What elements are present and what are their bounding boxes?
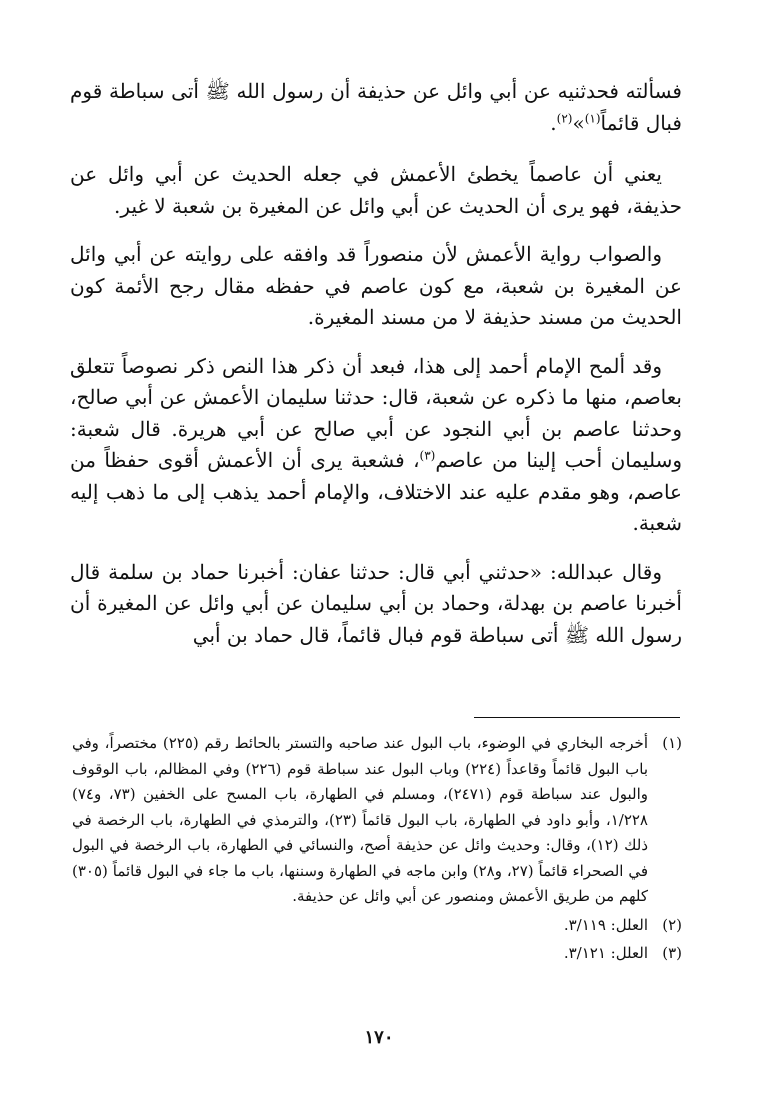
footnote-number: (٢) (662, 915, 682, 934)
paragraph-4 (70, 351, 682, 540)
paragraph-5 (70, 557, 682, 652)
footnote-2 (72, 913, 682, 939)
footnote-3 (72, 941, 682, 967)
page-number: ١٧٠ (364, 1027, 394, 1048)
paragraph-1-text: فسألته فحدثنيه عن أبي وائل عن حذيفة أن رسول الله ﷺ أتى سباطة قوم فبال قائماً (70, 79, 682, 135)
paragraph-4-text-b: ، فشعبة يرى أن الأعمش أقوى حفظاً من عاصم، وهو مقدم عليه عند الاختلاف، والإمام أحمد يذهب إلى ما ذهب إليه شعبة. (70, 448, 682, 535)
paragraph-2 (70, 159, 682, 222)
footnote-ref-3[interactable]: (٣) (419, 448, 436, 463)
footnote-text: العلل: ٣/١٢١. (563, 944, 648, 962)
footnote-text: العلل: ٣/١١٩. (563, 915, 648, 934)
footnotes (72, 731, 682, 970)
paragraph-3-text: والصواب رواية الأعمش لأن منصوراً قد وافقه على روايته عن أبي وائل عن المغيرة بن شعبة، مع كون عاصم في حفظه مقال رجح الأئمة كون الحديث من مسند حذيفة لا من مسند المغيرة. (70, 242, 682, 329)
footnote-text: أخرجه البخاري في الوضوء، باب البول عند صاحبه والتستر بالحائط رقم (٢٢٥) مختصراً، وفي باب البول قائماً وقاعداً (٢٢٤) وباب البول عند سباطة قوم (٢٢٦) وفي المظالم، باب الوقوف والبول عند سباطة قوم (٢٤٧١)، ومسلم في الطهارة، باب المسح على الخفين (٧٣، و٧٤) ١/٢٢٨، وأبو داود في الطهارة، باب البول قائماً (٢٣)، والترمذي في الطهارة، باب الرخصة في ذلك (١٢)، وقال: وحديث وائل عن حذيفة أصح، والنسائي في الطهارة، باب الرخصة في البول في الصحراء قائماً (٢٧، و٢٨) وابن ماجه في الطهارة وسننها، باب ما جاء في البول قائماً (٣٠٥) كلهم من طريق الأعمش ومنصور عن أبي وائل عن حذيفة. (72, 734, 649, 905)
paragraph-4-text-a: وقد ألمح الإمام أحمد إلى هذا، فبعد أن ذكر هذا النص ذكر نصوصاً تتعلق بعاصم، منها ما ذكره عن شعبة، قال: حدثنا سليمان الأعمش عن أبي صالح، وحدثنا عاصم بن أبي النجود عن أبي صالح عن أبي هريرة. قال شعبة: وسليمان أحب إلينا من عاصم (70, 353, 682, 472)
footnote-number: (١) (662, 734, 682, 752)
paragraph-3 (70, 239, 682, 334)
footnote-ref-1[interactable]: (١) (584, 110, 601, 125)
paragraph-5-text: وقال عبدالله: «حدثني أبي قال: حدثنا عفان: أخبرنا حماد بن سلمة قال أخبرنا عاصم بن بهدلة، وحماد بن أبي سليمان عن أبي وائل عن المغيرة أن رسول الله ﷺ أتى سباطة قوم فبال قائماً، قال حماد بن أبي (70, 559, 682, 647)
closing-quote: » (572, 110, 585, 135)
footnote-ref-2[interactable]: (٢) (556, 110, 573, 125)
footnote-number: (٣) (662, 944, 682, 962)
main-text (70, 76, 682, 668)
paragraph-1-end: . (550, 110, 557, 135)
paragraph-2-text: يعني أن عاصماً يخطئ الأعمش في جعله الحديث عن أبي وائل عن حذيفة، فهو يرى أن الحديث عن أبي وائل عن المغيرة بن شعبة لا غير. (70, 162, 682, 218)
paragraph-1 (70, 76, 682, 139)
footnote-divider (474, 717, 680, 718)
footnote-1 (72, 731, 682, 910)
